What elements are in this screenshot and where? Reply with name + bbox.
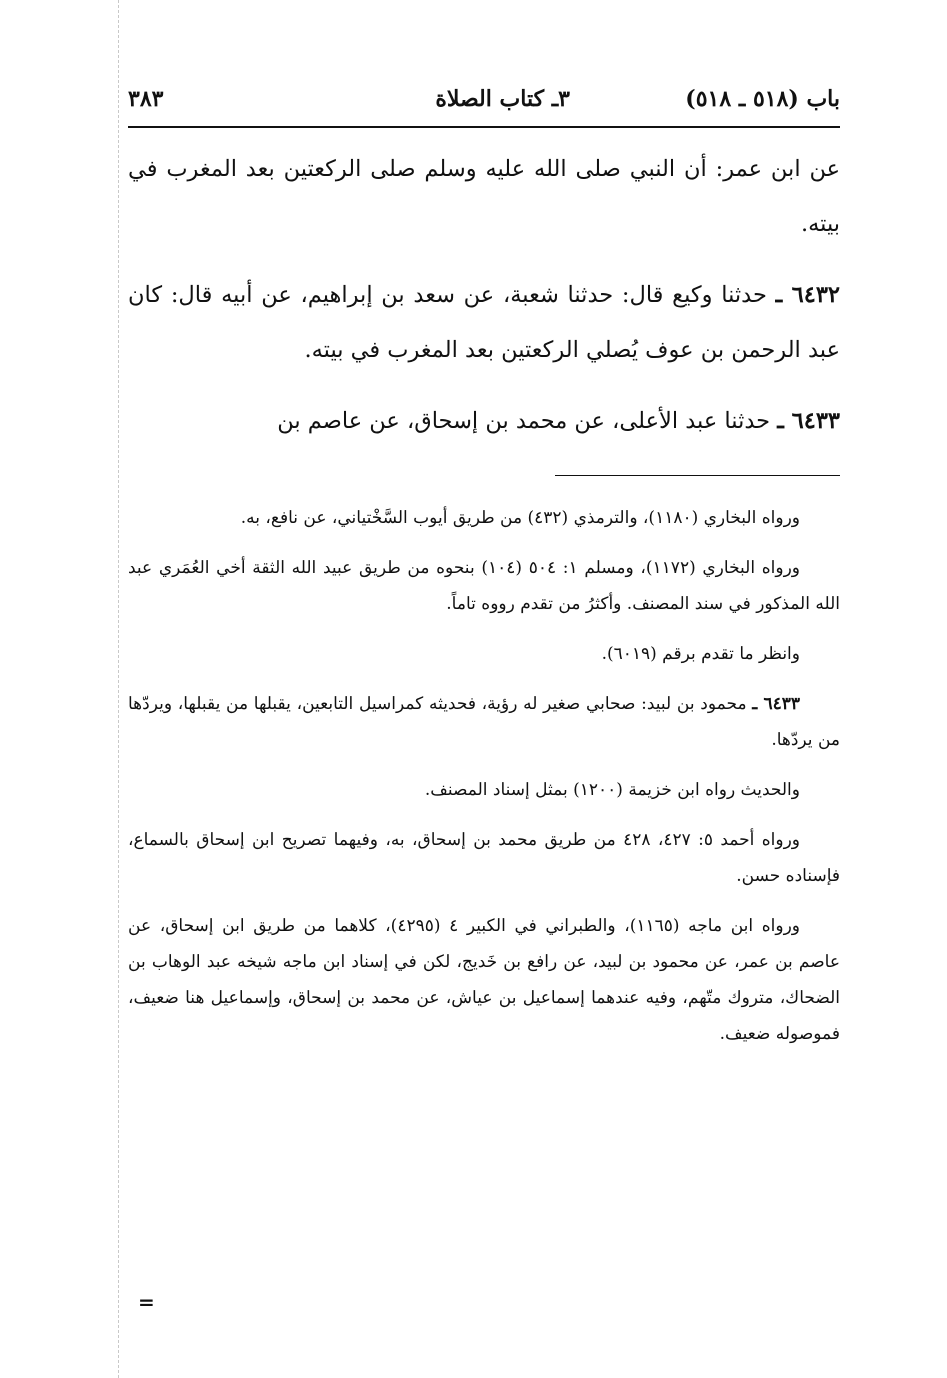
book-title: ٣ـ كتاب الصلاة — [435, 86, 570, 112]
footnote-paragraph: ورواه البخاري (١١٨٠)، والترمذي (٤٣٢) من طريق أيوب السَّخْتياني، عن نافع، به. — [240, 508, 800, 528]
footnotes — [128, 500, 840, 1052]
footnote-paragraph: وانظر ما تقدم برقم (٦٠١٩). — [601, 644, 800, 664]
hadith-paragraph — [128, 142, 840, 252]
page-edge-line — [118, 0, 119, 1378]
header-rule — [128, 126, 840, 128]
hadith-number: ٦٤٣٣ ـ — [777, 408, 840, 434]
hadith-paragraph — [128, 394, 840, 449]
footnote-number: ٦٤٣٣ ـ — [752, 694, 800, 714]
hadith-number: ٦٤٣٢ ـ — [775, 282, 840, 308]
main-text — [128, 142, 840, 449]
hadith-text: حدثنا وكيع قال: حدثنا شعبة، عن سعد بن إبراهيم، عن أبيه قال: كان عبد الرحمن بن عوف يُصلي الركعتين بعد المغرب في بيته. — [128, 282, 840, 363]
footnote-paragraph: والحديث رواه ابن خزيمة (١٢٠٠) بمثل إسناد المصنف. — [424, 780, 800, 800]
footnote-paragraph — [128, 686, 840, 758]
footnote-paragraph: ورواه البخاري (١١٧٢)، ومسلم ١: ٥٠٤ (١٠٤) بنحوه من طريق عبيد الله الثقة أخي العُمَري عبد الله المذكور في سند المصنف. وأكثرُ من تقدم رووه تاماً. — [128, 558, 840, 614]
book-page — [128, 84, 840, 1066]
hadith-text: عن ابن عمر: أن النبي صلى الله عليه وسلم صلى الركعتين بعد المغرب في بيته. — [128, 156, 840, 237]
footnote-separator — [555, 475, 840, 476]
hadith-text: حدثنا عبد الأعلى، عن محمد بن إسحاق، عن عاصم بن — [277, 408, 771, 434]
chapter-heading: باب (٥١٨ ـ ٥١٨) — [685, 86, 840, 112]
page-number: ٣٨٣ — [128, 86, 164, 112]
footnote-text: محمود بن لبيد: صحابي صغير له رؤية، فحديثه كمراسيل التابعين، يقبلها من يقبلها، ويردّها من يردّها. — [128, 694, 840, 750]
running-header — [128, 84, 840, 126]
continuation-mark: = — [138, 1290, 155, 1314]
footnote-paragraph: ورواه ابن ماجه (١١٦٥)، والطبراني في الكبير ٤ (٤٢٩٥)، كلاهما من طريق ابن إسحاق، عن عاصم بن عمر، عن محمود بن لبيد، عن رافع بن خَديج، لكن في إسناد ابن ماجه شيخه عبد الوهاب بن الضحاك، متروك متّهم، وفيه عندهما إسماعيل بن عياش، عن محمد بن إسحاق، وإسماعيل هنا ضعيف، فموصوله ضعيف. — [128, 916, 840, 1044]
hadith-paragraph — [128, 268, 840, 378]
footnote-paragraph: ورواه أحمد ٥: ٤٢٧، ٤٢٨ من طريق محمد بن إسحاق، به، وفيهما تصريح ابن إسحاق بالسماع، فإسناده حسن. — [128, 830, 840, 886]
